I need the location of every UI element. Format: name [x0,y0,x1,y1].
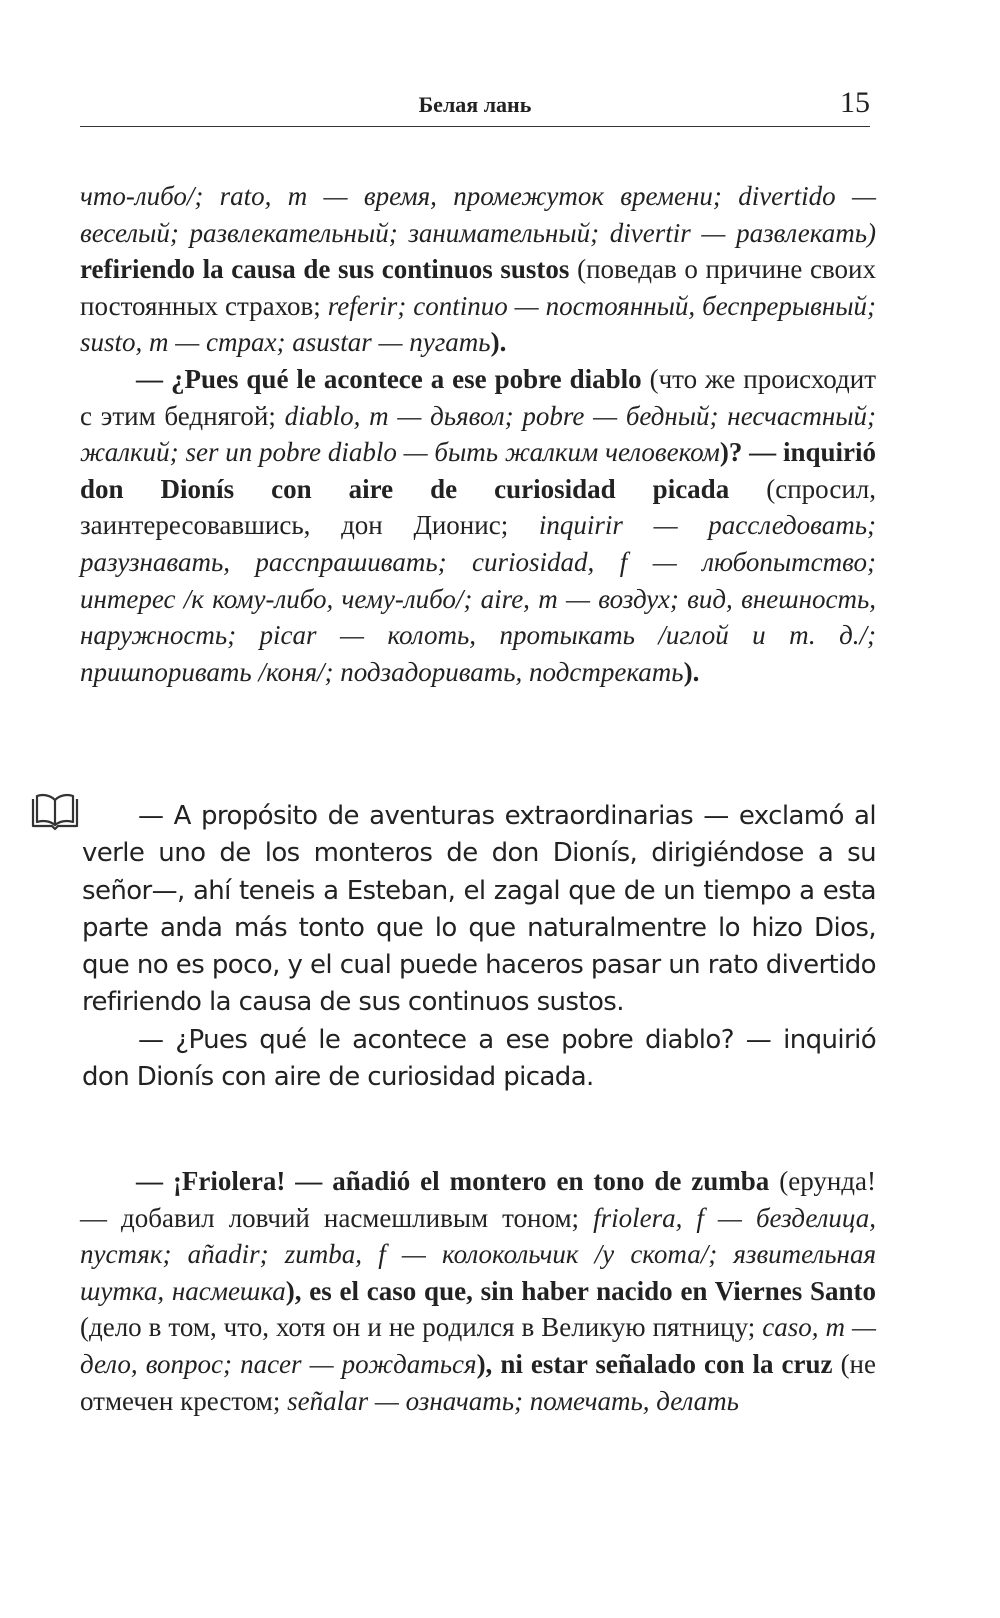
spanish-bold: ), ni estar señalado con la cruz [476,1348,841,1379]
annotated-text-block [80,178,876,690]
closing-punct: ). [683,656,700,687]
translation: (ерунда! — добавил ловчий насмешливым тоном; [80,1166,876,1233]
open-book-icon [30,792,80,832]
original-paragraph: — ¿Pues qué le acontece a ese pobre diablo? — inquirió don Dionís con aire de curiosidad picada. [82,1024,876,1093]
page-number: 15 [840,86,870,119]
gloss-italic: friolera, f — безделица, пустяк; añadir; zumba, f — колокольчик /у скота/; язвительная шутка, насмешка [80,1202,876,1306]
spanish-bold: — ¿Pues qué le acontece a ese pobre diablo [136,363,650,394]
translation: (что же происходит с этим беднягой; [80,363,876,431]
translation: (дело в том, что, хотя он и не родился в Великую пятницу; [80,1312,763,1343]
gloss-italic: caso, m — дело, вопрос; nacer — рождаться [80,1312,876,1379]
annotated-paragraph [80,178,876,361]
gloss-italic: inquirir — расследовать; разузнавать, расспрашивать; curiosidad, f — любопытство; интерес /к кому-либо, чему-либо/; aire, m — воздух; вид, внешность, наружность; picar — колоть, протыкать /иглой и т. д./; пришпоривать /коня/; подзадоривать, подстрекать [80,510,876,687]
spanish-bold: — ¡Friolera! — añadió el montero en tono de zumba [136,1166,780,1196]
annotated-paragraph [80,1163,876,1419]
annotated-paragraph [80,361,876,690]
spanish-bold: ), es el caso que, sin haber nacido en Viernes Santo [285,1275,876,1306]
spanish-bold: )? — inquirió don Dionís con aire de curiosidad picada [80,437,876,504]
original-paragraph: — A propósito de aventuras extraordinarias — exclamó al verle uno de los monteros de don Dionís, dirigiéndose a su señor—, ahí teneis a Esteban, el zagal que de un tiempo a esta parte anda más tonto que lo que naturalmentre lo hizo Dios, que no es poco, y el cual puede haceros pasar un rato divertido refiriendo la causa de sus continuos sustos. [82,801,876,1018]
translation: (спросил, заинтересовавшись, дон Дионис; [80,473,876,541]
gloss-italic: что-либо/; rato, m — время, промежуток времени; divertido — веселый; развлекательный; занимательный; divertir — развлекать) [80,181,876,248]
spanish-bold: refiriendo la causa de sus continuos sustos [80,254,578,285]
closing-punct: ). [490,327,507,358]
translation: (поведав о причине своих постоянных страхов; [80,254,876,321]
translation: (не отмечен крестом; [80,1348,876,1416]
original-text-block [82,798,876,1096]
running-head [80,86,870,127]
gloss-italic: señalar — означать; помечать, делать [287,1385,739,1416]
gloss-italic: diablo, m — дьявол; pobre — бедный; несчастный; жалкий; ser un pobre diablo — быть жалким человеком [80,400,876,468]
gloss-italic: referir; continuo — постоянный, беспрерывный; susto, m — страх; asustar — пугать [80,290,876,358]
annotated-text-block [80,1163,876,1419]
running-title: Белая лань [418,92,532,117]
